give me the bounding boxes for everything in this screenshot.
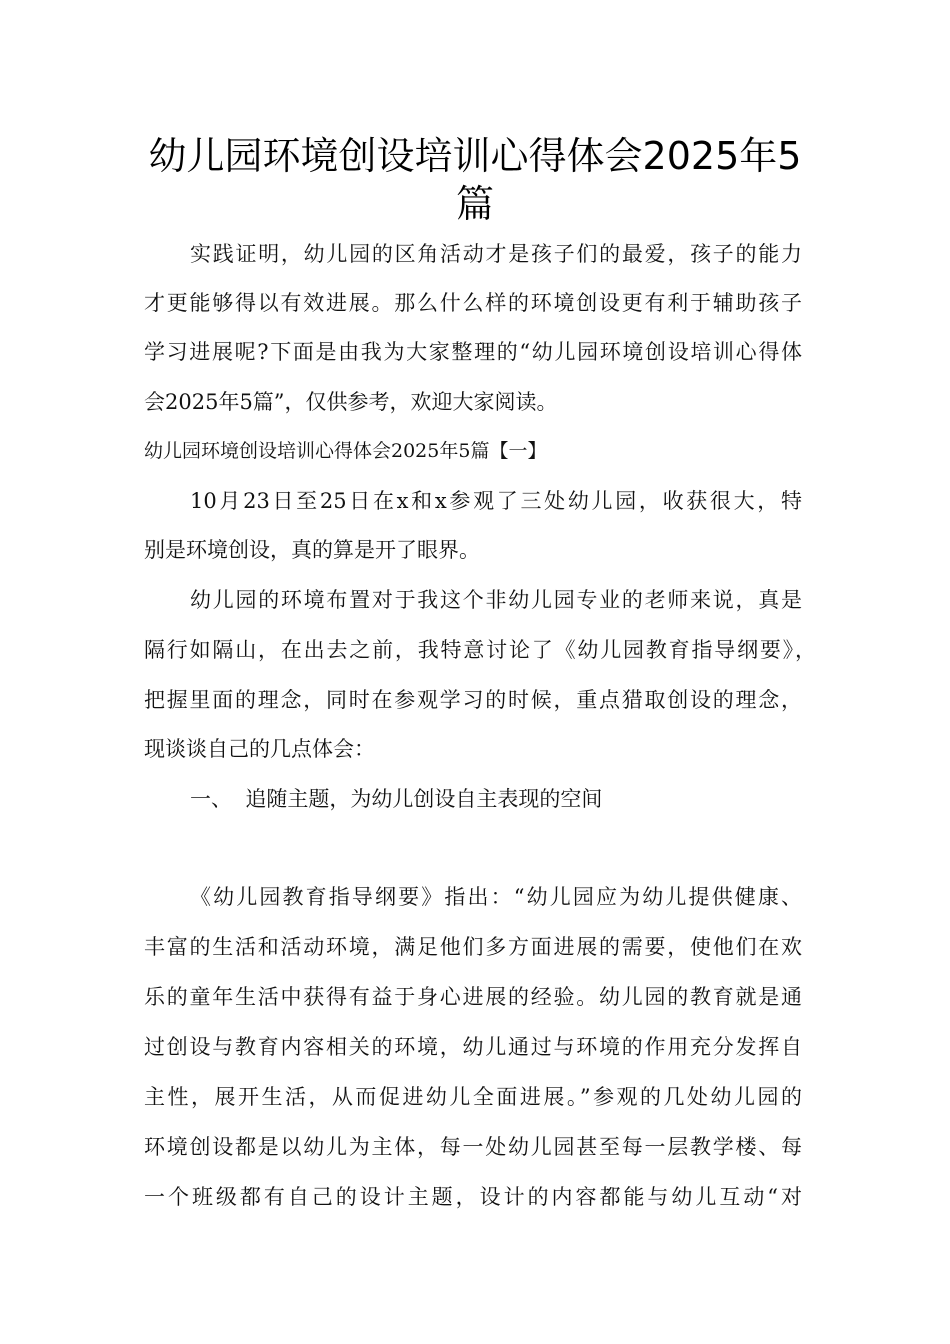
intro-line-2: 才更能够得以有效进展。那么什么样的环境创设更有利于辅助孩子 xyxy=(144,291,802,315)
intro-line-4: 会2025年5篇”，仅供参考，欢迎大家阅读。 xyxy=(144,390,558,414)
intro-line-3: 学习进展呢?下面是由我为大家整理的“幼儿园环境创设培训心得体 xyxy=(144,340,802,364)
para3-line-5: 主性，展开生活，从而促进幼儿全面进展。”参观的几处幼儿园的 xyxy=(144,1085,802,1109)
section-heading: 幼儿园环境创设培训心得体会2025年5篇【一】 xyxy=(144,440,547,462)
para3-line-7: 一个班级都有自己的设计主题，设计的内容都能与幼儿互动“对 xyxy=(144,1185,802,1209)
point-heading-1: 一、 追随主题，为幼儿创设自主表现的空间 xyxy=(190,787,603,811)
para1-line-2: 别是环境创设，真的算是开了眼界。 xyxy=(144,538,480,562)
para2-line-4: 现谈谈自己的几点体会： xyxy=(144,737,375,761)
para2-line-1: 幼儿园的环境布置对于我这个非幼儿园专业的老师来说，真是 xyxy=(190,588,802,612)
document-title-line-1: 幼儿园环境创设培训心得体会2025年5 xyxy=(148,134,802,178)
para1-line-1: 10月23日至25日在x和x参观了三处幼儿园，收获很大，特 xyxy=(190,489,802,513)
para3-line-6: 环境创设都是以幼儿为主体，每一处幼儿园甚至每一层教学楼、每 xyxy=(144,1135,802,1159)
intro-line-1: 实践证明，幼儿园的区角活动才是孩子们的最爱，孩子的能力 xyxy=(190,242,802,266)
para2-line-2: 隔行如隔山，在出去之前，我特意讨论了《幼儿园教育指导纲要》， xyxy=(144,638,816,662)
document-title-line-2: 篇 xyxy=(455,182,494,226)
para3-line-4: 过创设与教育内容相关的环境，幼儿通过与环境的作用充分发挥自 xyxy=(144,1035,802,1059)
para2-line-3: 把握里面的理念，同时在参观学习的时候，重点猎取创设的理念， xyxy=(144,688,802,712)
para3-line-2: 丰富的生活和活动环境，满足他们多方面进展的需要，使他们在欢 xyxy=(144,935,802,959)
para3-line-1: 《幼儿园教育指导纲要》指出：“幼儿园应为幼儿提供健康、 xyxy=(190,885,802,909)
para3-line-3: 乐的童年生活中获得有益于身心进展的经验。幼儿园的教育就是通 xyxy=(144,985,802,1009)
